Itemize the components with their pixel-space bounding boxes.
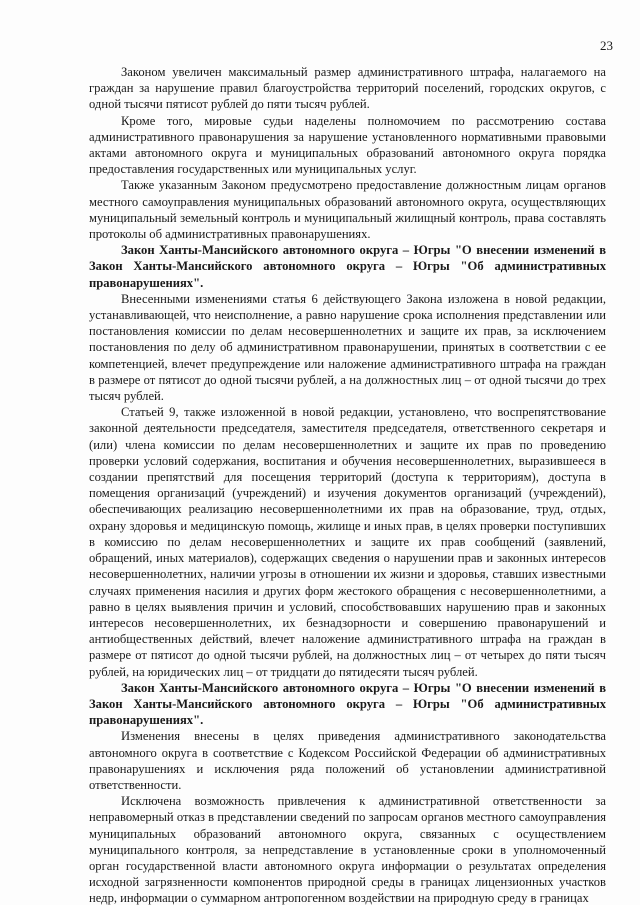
- law-heading: Закон Ханты-Мансийского автономного округа – Югры "О внесении изменений в Закон Ханты-Мансийского автономного округа – Югры "Об административных правонарушениях".: [89, 680, 606, 728]
- law-heading: Закон Ханты-Мансийского автономного округа – Югры "О внесении изменений в Закон Ханты-Мансийского автономного округа – Югры "Об административных правонарушениях".: [89, 243, 606, 290]
- paragraph: Также указанным Законом предусмотрено предоставление должностным лицам органов местного самоуправления муниципальных образований автономного округа, осуществляющих муниципальный земельный контроль и муниципальный жилищный контроль, права составлять протоколы об административных правонарушениях.: [89, 178, 606, 242]
- paragraph: Статьей 9, также изложенной в новой редакции, установлено, что воспрепятствование законной деятельности председателя, заместителя председателя, ответственного секретаря и (или) члена комиссии по делам несовершеннолетних и защите их прав по проведению проверки условий содержания, воспитания и обучения несовершеннолетних, выразившееся в создании препятствий для посещения территорий (доступа к территориям), доступа в помещения организаций (учреждений) и изучения документов организаций (учреждений), обеспечивающих реализацию несовершеннолетними их прав на образование, труд, отдых, охрану здоровья и медицинскую помощь, жилище и иных прав, в целях проверки поступивших в комиссию по делам несовершеннолетних и защите их прав сообщений (заявлений, обращений, иных материалов), содержащих сведения о нарушении прав и законных интересов несовершеннолетних, наличии угрозы в отношении их жизни и здоровья, ставших известными случаях применения насилия и других форм жестокого обращения с несовершеннолетними, а равно в целях выявления причин и условий, способствовавших нарушению прав и законных интересов несовершеннолетних, их безнадзорности и совершению правонарушений и антиобщественных действий, влечет наложение административного штрафа на граждан в размере от пятисот до одной тысячи рублей, на должностных лиц – от четырех до пяти тысяч рублей, на юридических лиц – от тридцати до пятидесяти тысяч рублей.: [89, 405, 606, 679]
- document-body: [89, 64, 606, 907]
- paragraph: Внесенными изменениями статья 6 действующего Закона изложена в новой редакции, устанавливающей, что неисполнение, а равно нарушение срока исполнения представлении или постановления комиссии по делам несовершеннолетних и защите их прав, за исключением постановления по делу об административном правонарушении, принятых в соответствии с ее компетенцией, влечет предупреждение или наложение административного штрафа на граждан в размере от пятисот до одной тысячи рублей, а на должностных лиц – от одной тысячи до трех тысяч рублей.: [89, 291, 606, 404]
- paragraph: Законом увеличен максимальный размер административного штрафа, налагаемого на граждан за нарушение правил благоустройства территорий поселений, городских округов, с одной тысячи пятисот рублей до пяти тысяч рублей.: [89, 65, 606, 112]
- paragraph: Исключена возможность привлечения к административной ответственности за неправомерный отказ в представлении сведений по запросам органов местного самоуправления муниципальных образований автономного округа, связанных с осуществлением муниципального контроля, за непредставление в установленные сроки в уполномоченный орган государственной власти автономного округа информации о результатах определения исходной загрязненности компонентов природной среды в границах лицензионных участков недр, информации о суммарном антропогенном воздействии на природную среду в границах: [89, 794, 606, 906]
- paragraph: Кроме того, мировые судьи наделены полномочием по рассмотрению состава административного правонарушения за нарушение установленного нормативными правовыми актами автономного округа и муниципальных образований автономного округа порядка предоставления государственных или муниципальных услуг.: [89, 113, 606, 177]
- page-number: 23: [600, 38, 613, 53]
- paragraph: Изменения внесены в целях приведения административного законодательства автономного округа в соответствие с Кодексом Российской Федерации об административных правонарушениях и исключения ряда положений об установлении административной ответственности.: [89, 729, 606, 792]
